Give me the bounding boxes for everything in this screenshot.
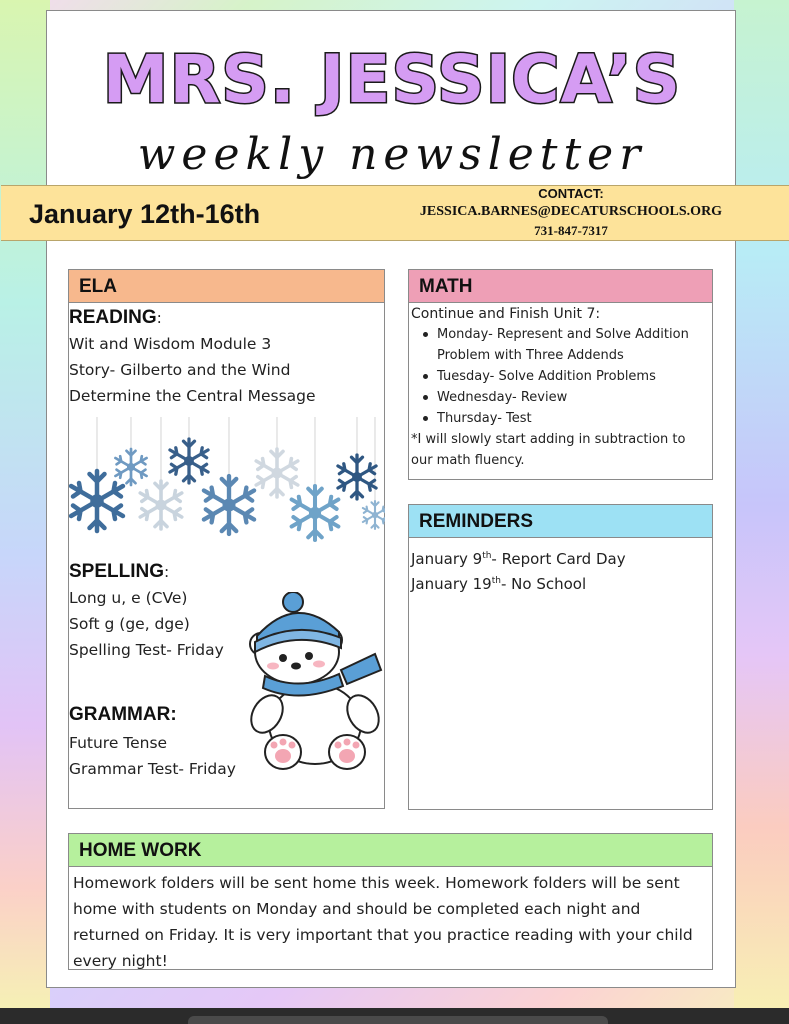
- math-heading: MATH: [409, 270, 712, 303]
- newsletter-title: MRS. JESSICA’S: [102, 41, 682, 118]
- reminder-item: [411, 547, 711, 572]
- math-list-item: Monday- Represent and Solve Addition Problem with Three Addends: [411, 324, 711, 366]
- reading-item: Wit and Wisdom Module 3: [69, 335, 272, 353]
- newsletter-page: [29, 10, 736, 988]
- reminder-event: - Report Card Day: [491, 550, 626, 568]
- reading-title: READING: [69, 307, 157, 328]
- math-list-item: Thursday- Test: [411, 408, 711, 429]
- homework-section: [68, 833, 713, 970]
- reading-item: Determine the Central Message: [69, 387, 316, 405]
- bottom-bar: [0, 1008, 789, 1024]
- week-dates: January 12th-16th: [29, 199, 261, 229]
- newsletter-subtitle: weekly newsletter: [137, 129, 647, 180]
- reading-heading: [69, 305, 384, 331]
- reminder-item: [411, 572, 711, 597]
- homework-text: Homework folders will be sent home this week. Homework folders will be sent home with students on Monday and should be completed each night and returned on Friday. It is very important that you practice reading with your child every night!: [73, 874, 693, 970]
- spelling-item: Soft g (ge, dge): [69, 615, 190, 633]
- polar-bear-image: [243, 592, 388, 774]
- spelling-heading: [69, 559, 244, 585]
- spelling-title: SPELLING: [69, 561, 165, 582]
- math-list-item: Wednesday- Review: [411, 387, 711, 408]
- reminder-date: January 9: [411, 550, 483, 568]
- grammar-item: Future Tense: [69, 734, 168, 752]
- spelling-colon: :: [164, 563, 170, 581]
- math-intro: Continue and Finish Unit 7:: [411, 306, 601, 322]
- reminders-heading: REMINDERS: [409, 505, 712, 538]
- spelling-item: Long u, e (CVe): [69, 589, 188, 607]
- reminder-date-suffix: th: [491, 576, 501, 586]
- contact-block: [401, 186, 741, 239]
- math-note: *I will slowly start adding in subtraction to our math fluency.: [411, 432, 686, 468]
- reading-item: Story- Gilberto and the Wind: [69, 361, 291, 379]
- contact-phone[interactable]: 731-847-7317: [534, 223, 608, 238]
- snowflakes-image: [69, 417, 385, 552]
- grammar-item: Grammar Test- Friday: [69, 760, 236, 778]
- contact-email[interactable]: JESSICA.BARNES@DECATURSCHOOLS.ORG: [419, 204, 723, 219]
- date-contact-band: [1, 185, 789, 241]
- reminder-event: - No School: [500, 575, 587, 593]
- contact-label: CONTACT:: [538, 186, 604, 201]
- math-list-item: Tuesday- Solve Addition Problems: [411, 366, 711, 387]
- rainbow-border-left: [0, 0, 50, 1008]
- ela-section: [68, 269, 385, 809]
- grammar-title: GRAMMAR:: [69, 704, 177, 725]
- ela-heading: ELA: [69, 270, 384, 303]
- reminder-date-suffix: th: [482, 551, 492, 561]
- rainbow-border-right: [734, 0, 789, 1008]
- homework-heading: HOME WORK: [69, 834, 712, 867]
- bottom-bar-handle: [188, 1016, 608, 1024]
- spelling-item: Spelling Test- Friday: [69, 641, 224, 659]
- reading-colon: :: [156, 309, 162, 327]
- reminders-section: [408, 504, 713, 810]
- math-list: [411, 324, 711, 429]
- reminder-date: January 19: [411, 575, 492, 593]
- math-section: [408, 269, 713, 480]
